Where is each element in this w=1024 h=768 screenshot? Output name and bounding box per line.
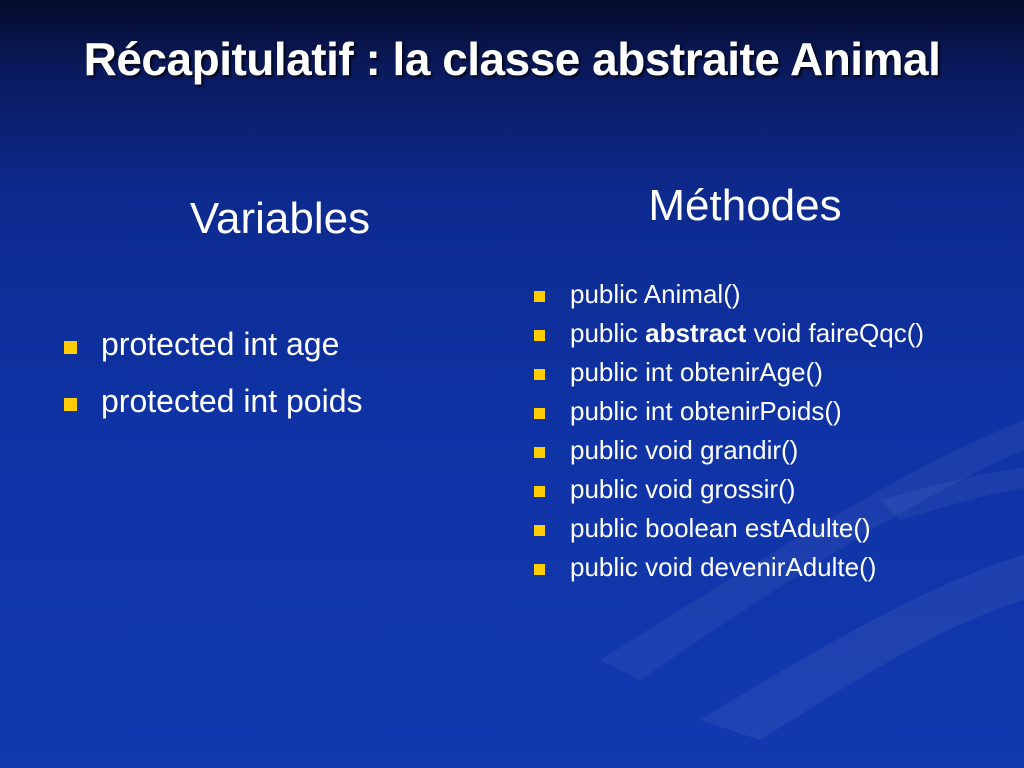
- method-text: public Animal(): [570, 279, 741, 309]
- square-bullet-icon: [534, 486, 545, 497]
- variables-heading: Variables: [189, 194, 371, 243]
- variable-text: protected int poids: [101, 383, 363, 419]
- square-bullet-icon: [64, 398, 77, 411]
- list-item: [534, 435, 1004, 466]
- list-item: [64, 381, 494, 421]
- methods-list: [534, 279, 1004, 591]
- method-text: void faireQqc(): [753, 318, 925, 348]
- list-item: [64, 324, 494, 364]
- list-item: [534, 357, 1004, 388]
- variables-list: [64, 324, 494, 438]
- abstract-keyword: abstract: [645, 318, 747, 348]
- method-text: public void devenirAdulte(): [570, 552, 877, 582]
- square-bullet-icon: [64, 341, 77, 354]
- list-item: [534, 318, 1004, 349]
- variable-text: protected int age: [101, 326, 340, 362]
- list-item: [534, 552, 1004, 583]
- square-bullet-icon: [534, 291, 545, 302]
- list-item: [534, 513, 1004, 544]
- method-text: public void grandir(): [570, 435, 799, 465]
- square-bullet-icon: [534, 369, 545, 380]
- list-item: [534, 396, 1004, 427]
- method-text: public: [570, 318, 638, 348]
- square-bullet-icon: [534, 408, 545, 419]
- methods-heading: Méthodes: [648, 181, 842, 230]
- method-text: public void grossir(): [570, 474, 796, 504]
- square-bullet-icon: [534, 525, 545, 536]
- list-item: [534, 474, 1004, 505]
- method-text: public boolean estAdulte(): [570, 513, 871, 543]
- slide-title: Récapitulatif : la classe abstraite Animal: [83, 33, 941, 85]
- list-item: [534, 279, 1004, 310]
- square-bullet-icon: [534, 447, 545, 458]
- square-bullet-icon: [534, 564, 545, 575]
- method-text: public int obtenirAge(): [570, 357, 823, 387]
- square-bullet-icon: [534, 330, 545, 341]
- method-text: public int obtenirPoids(): [570, 396, 842, 426]
